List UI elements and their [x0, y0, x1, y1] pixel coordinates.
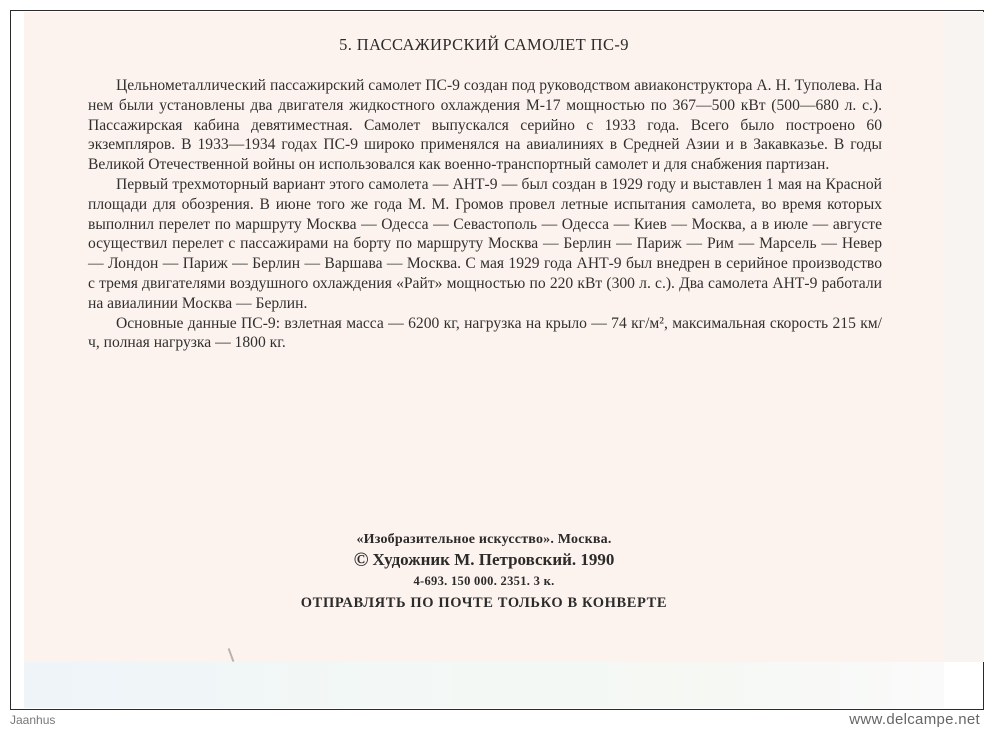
artist-credit: Художник М. Петровский. 1990	[372, 550, 615, 569]
paragraph-history: Цельнометаллический пассажирский самолет ПС-9 создан под руководством авиаконструктора А. Н. Туполева. На нем были установлены два двигателя жидкостного охлаждения М-17 мощностью по 367—500 кВт (500—680 л. с.). Пассажирская кабина девятиместная. Самолет выпускался серийно с 1933 года. Всего было построено 60 экземпляров. В 1933—1934 годах ПС-9 широко применялся на авиалиниях в Средней Азии и в Закавказье. В годы Великой Отечественной войны он использовался как военно-транспортный самолет и для снабжения партизан.	[88, 77, 882, 174]
mailing-notice: ОТПРАВЛЯТЬ ПО ПОЧТЕ ТОЛЬКО В КОНВЕРТЕ	[300, 595, 668, 611]
publisher-line: «Изобразительное искусство». Москва.	[356, 532, 612, 547]
paragraph-ant9: Первый трехмоторный вариант этого самолета — АНТ-9 — был создан в 1929 году и выставлен 1 мая на Красной площади для обозрения. В июне того же года М. М. Громов провел летные испытания самолета, во время которых выполнил перелет по маршруту Москва — Одесса — Севастополь — Одесса — Киев — Москва, а в июле — августе осуществил перелет с пассажирами на борту по маршруту Москва — Берлин — Париж — Рим — Марсель — Невер — Лондон — Париж — Берлин — Варшава — Москва. С мая 1929 года АНТ-9 был внедрен в серийное производство с тремя двигателями воздушного охлаждения «Райт» мощностью по 220 кВт (300 л. с.). Два самолета АНТ-9 работали на авиалинии Москва — Берлин.	[88, 175, 882, 312]
seller-watermark: Jaanhus	[10, 713, 56, 727]
paragraph-specs: Основные данные ПС-9: взлетная масса — 6200 кг, нагрузка на крыло — 74 кг/м², максимальная скорость 215 км/ч, полная нагрузка — 1800 кг.	[88, 314, 882, 352]
site-watermark: www.delcampe.net	[849, 711, 980, 728]
copyright-icon: ©	[353, 549, 369, 571]
postcard-back	[24, 12, 944, 662]
postcard-title: 5. ПАССАЖИРСКИЙ САМОЛЕТ ПС-9	[339, 35, 629, 54]
card-bottom-strip	[24, 662, 944, 708]
description-text	[88, 76, 882, 353]
artist-line	[24, 549, 944, 572]
card-right-edge	[944, 12, 984, 662]
print-code: 4-693. 150 000. 2351. 3 к.	[413, 574, 555, 588]
